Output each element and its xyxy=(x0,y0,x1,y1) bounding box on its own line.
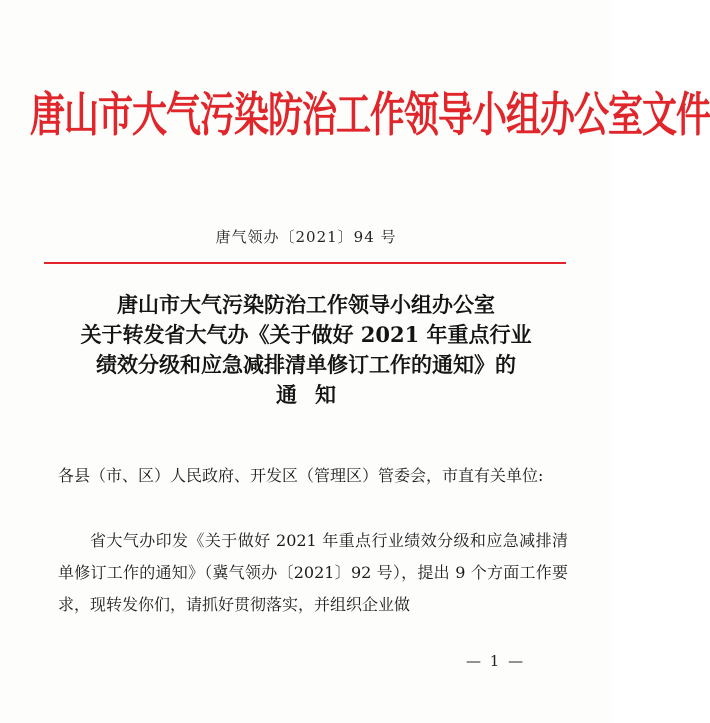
red-separator-line xyxy=(44,262,566,264)
document-title xyxy=(30,290,582,410)
page-number: — 1 — xyxy=(466,652,526,670)
issuer-red-header: 唐山市大气污染防治工作领导小组办公室文件 xyxy=(30,89,710,143)
title-line-1: 唐山市大气污染防治工作领导小组办公室 xyxy=(117,292,495,317)
title-line-3: 绩效分级和应急减排清单修订工作的通知》的 xyxy=(96,352,516,377)
title-line-2: 关于转发省大气办《关于做好 2021 年重点行业 xyxy=(80,322,532,347)
title-line-4: 通知 xyxy=(276,382,354,407)
body-paragraph: 省大气办印发《关于做好 2021 年重点行业绩效分级和应急减排清单修订工作的通知》（冀气领办〔2021〕92 号），提出 9 个方面工作要求，现转发你们，请抓好贯彻落实，并组织企业做 xyxy=(58,531,568,614)
salutation: 各县（市、区）人民政府、开发区（管理区）管委会，市直有关单位: xyxy=(58,466,544,485)
document-number: 唐气领办〔2021〕94 号 xyxy=(215,228,397,246)
